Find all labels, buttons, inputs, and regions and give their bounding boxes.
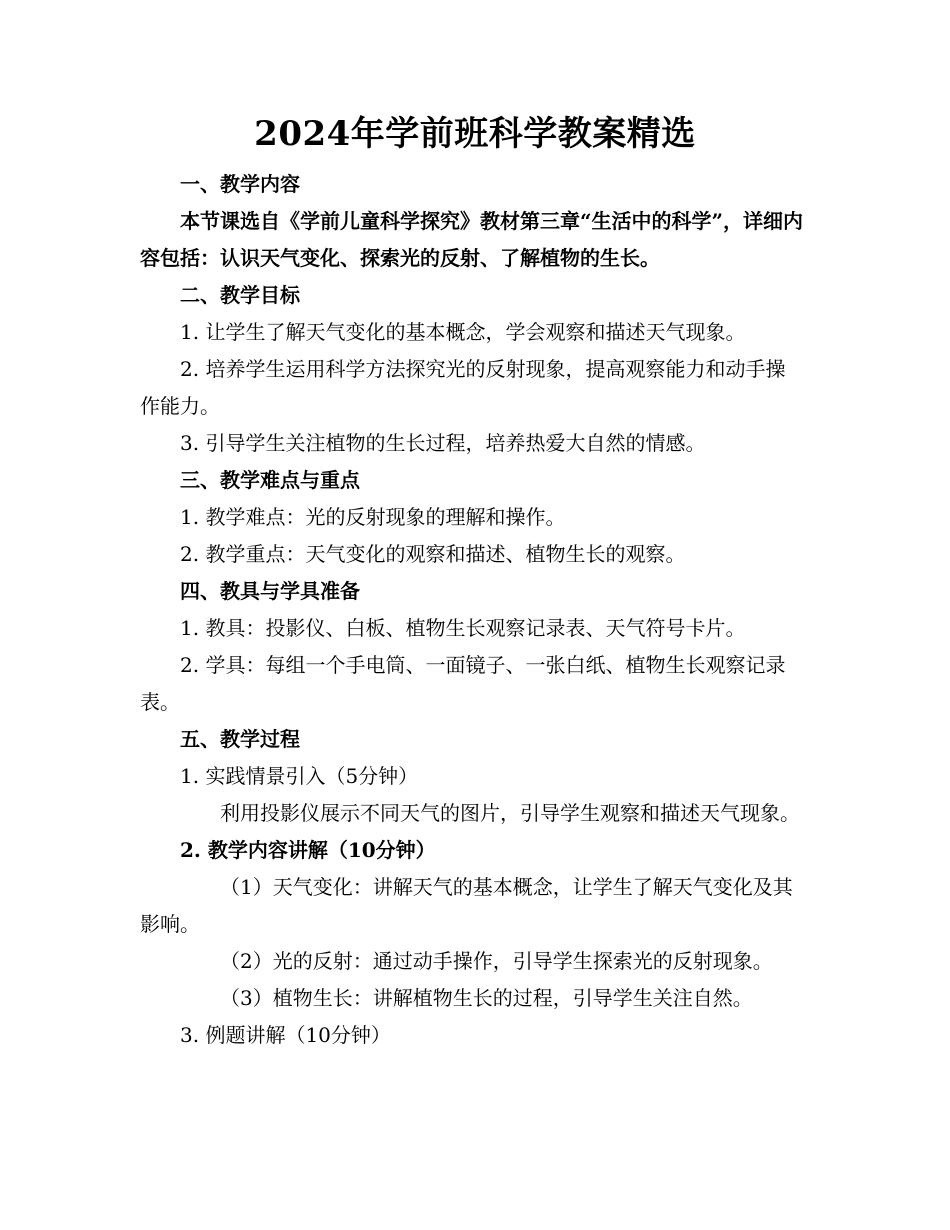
section-heading-materials: 四、教具与学具准备 (180, 579, 360, 603)
document-title: 2024年学前班科学教案精选 (254, 114, 696, 154)
difficulty-item-2: 2. 教学重点：天气变化的观察和描述、植物生长的观察。 (180, 542, 686, 566)
goal-item-3: 3. 引导学生关注植物的生长过程，培养热爱大自然的情感。 (180, 431, 706, 455)
process-step-2-item-1: （1）天气变化：讲解天气的基本概念，让学生了解天气变化及其影响。 (140, 875, 793, 936)
section-heading-teaching-content: 一、教学内容 (180, 172, 300, 196)
materials-item-1: 1. 教具：投影仪、白板、植物生长观察记录表、天气符号卡片。 (180, 616, 746, 640)
process-step-2: 2. 教学内容讲解（10分钟） (180, 838, 436, 862)
materials-item-2: 2. 学具：每组一个手电筒、一面镜子、一张白纸、植物生长观察记录表。 (140, 653, 786, 714)
section-heading-teaching-goals: 二、教学目标 (180, 283, 300, 307)
section-heading-process: 五、教学过程 (180, 727, 300, 751)
document-body (140, 166, 805, 1054)
goal-item-2: 2. 培养学生运用科学方法探究光的反射现象，提高观察能力和动手操作能力。 (140, 357, 786, 418)
process-step-3: 3. 例题讲解（10分钟） (180, 1023, 391, 1047)
process-step-2-item-3: （3）植物生长：讲解植物生长的过程，引导学生关注自然。 (220, 986, 753, 1010)
difficulty-item-1: 1. 教学难点：光的反射现象的理解和操作。 (180, 505, 566, 529)
process-step-1: 1. 实践情景引入（5分钟） (180, 764, 419, 788)
process-step-1-body: 利用投影仪展示不同天气的图片，引导学生观察和描述天气现象。 (220, 801, 800, 825)
teaching-content-paragraph: 本节课选自《学前儿童科学探究》教材第三章“生活中的科学”，详细内容包括：认识天气变化、探索光的反射、了解植物的生长。 (140, 209, 804, 270)
goal-item-1: 1. 让学生了解天气变化的基本概念，学会观察和描述天气现象。 (180, 320, 746, 344)
process-step-2-item-2: （2）光的反射：通过动手操作，引导学生探索光的反射现象。 (220, 949, 773, 973)
section-heading-difficulties: 三、教学难点与重点 (180, 468, 360, 492)
